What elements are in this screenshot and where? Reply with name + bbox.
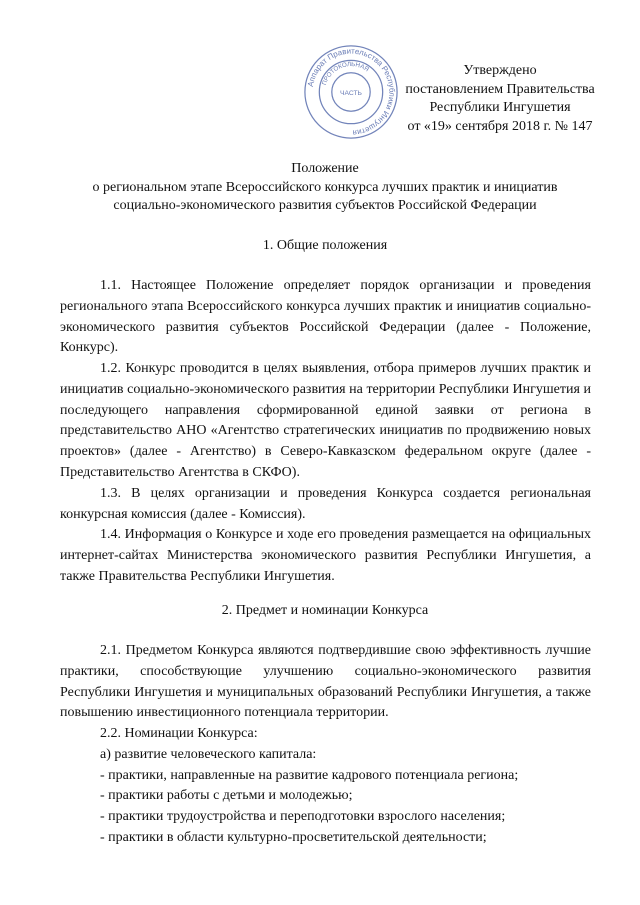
official-stamp bbox=[303, 44, 399, 140]
stamp-outer-text: Аппарат Правительства Республики Ингушетия bbox=[305, 46, 397, 138]
paragraph: 2.1. Предметом Конкурса являются подтвердившие свою эффективность лучшие практики, способствующие улучшению социально-экономического развития Республики Ингушетия и муниципальных образований Республики Ингушетия, а также повышению инвестиционного потенциала территории. bbox=[60, 643, 591, 721]
stamp-center-text: ЧАСТЬ bbox=[340, 89, 362, 97]
document-subtitle: о региональном этапе Всероссийского конкурса лучших практик и инициатив bbox=[92, 179, 558, 195]
paragraph: 1.3. В целях организации и проведения Конкурса создается региональная конкурсная комиссия (далее - Комиссия). bbox=[60, 486, 591, 522]
list-item: - практики, направленные на развитие кадрового потенциала региона; bbox=[100, 767, 519, 783]
approval-block bbox=[395, 62, 605, 136]
list-item: а) развитие человеческого капитала: bbox=[100, 746, 317, 762]
stamp-inner-text: ПРОТОКОЛЬНАЯ bbox=[321, 61, 371, 87]
list-item: - практики работы с детьми и молодежью; bbox=[100, 788, 353, 804]
document-subtitle: социально-экономического развития субъектов Российской Федерации bbox=[113, 198, 537, 213]
approval-line: Республики Ингушетия bbox=[429, 100, 571, 115]
document-title-block bbox=[60, 160, 590, 216]
section-heading: 1. Общие положения bbox=[262, 238, 388, 253]
list-item: 2.2. Номинации Конкурса: bbox=[100, 726, 258, 741]
nominations-list bbox=[100, 724, 590, 849]
approval-line: от «19» сентября 2018 г. № 147 bbox=[407, 118, 593, 134]
paragraph: 1.1. Настоящее Положение определяет порядок организации и проведения регионального этапа Всероссийского конкурса лучших практик и инициатив социально-экономического развития субъектов Российской Федерации (далее - Положение, Конкурс). bbox=[60, 278, 591, 356]
approval-line: Утверждено bbox=[463, 63, 537, 78]
document-title: Положение bbox=[291, 161, 359, 176]
list-item: - практики трудоустройства и переподготовки взрослого населения; bbox=[100, 809, 506, 825]
paragraph: 1.4. Информация о Конкурсе и ходе его проведения размещается на официальных интернет-сайтах Министерства экономического развития Республики Ингушетия, а также Правительства Республики Ингушетия. bbox=[60, 527, 591, 584]
section-heading: 2. Предмет и номинации Конкурса bbox=[221, 603, 429, 618]
approval-line: постановлением Правительства bbox=[405, 81, 595, 97]
paragraph: 1.2. Конкурс проводится в целях выявления, отбора примеров лучших практик и инициатив социально-экономического развития на территории Республики Ингушетия и последующего направления сформированной единой заявки от региона в представительство АНО «Агентство стратегических инициатив по продвижению новых проектов» (далее - Агентство) в Северо-Кавказском федеральном округе (далее - Представительство Агентства в СКФО). bbox=[60, 361, 591, 480]
list-item: - практики в области культурно-просветительской деятельности; bbox=[100, 829, 487, 845]
